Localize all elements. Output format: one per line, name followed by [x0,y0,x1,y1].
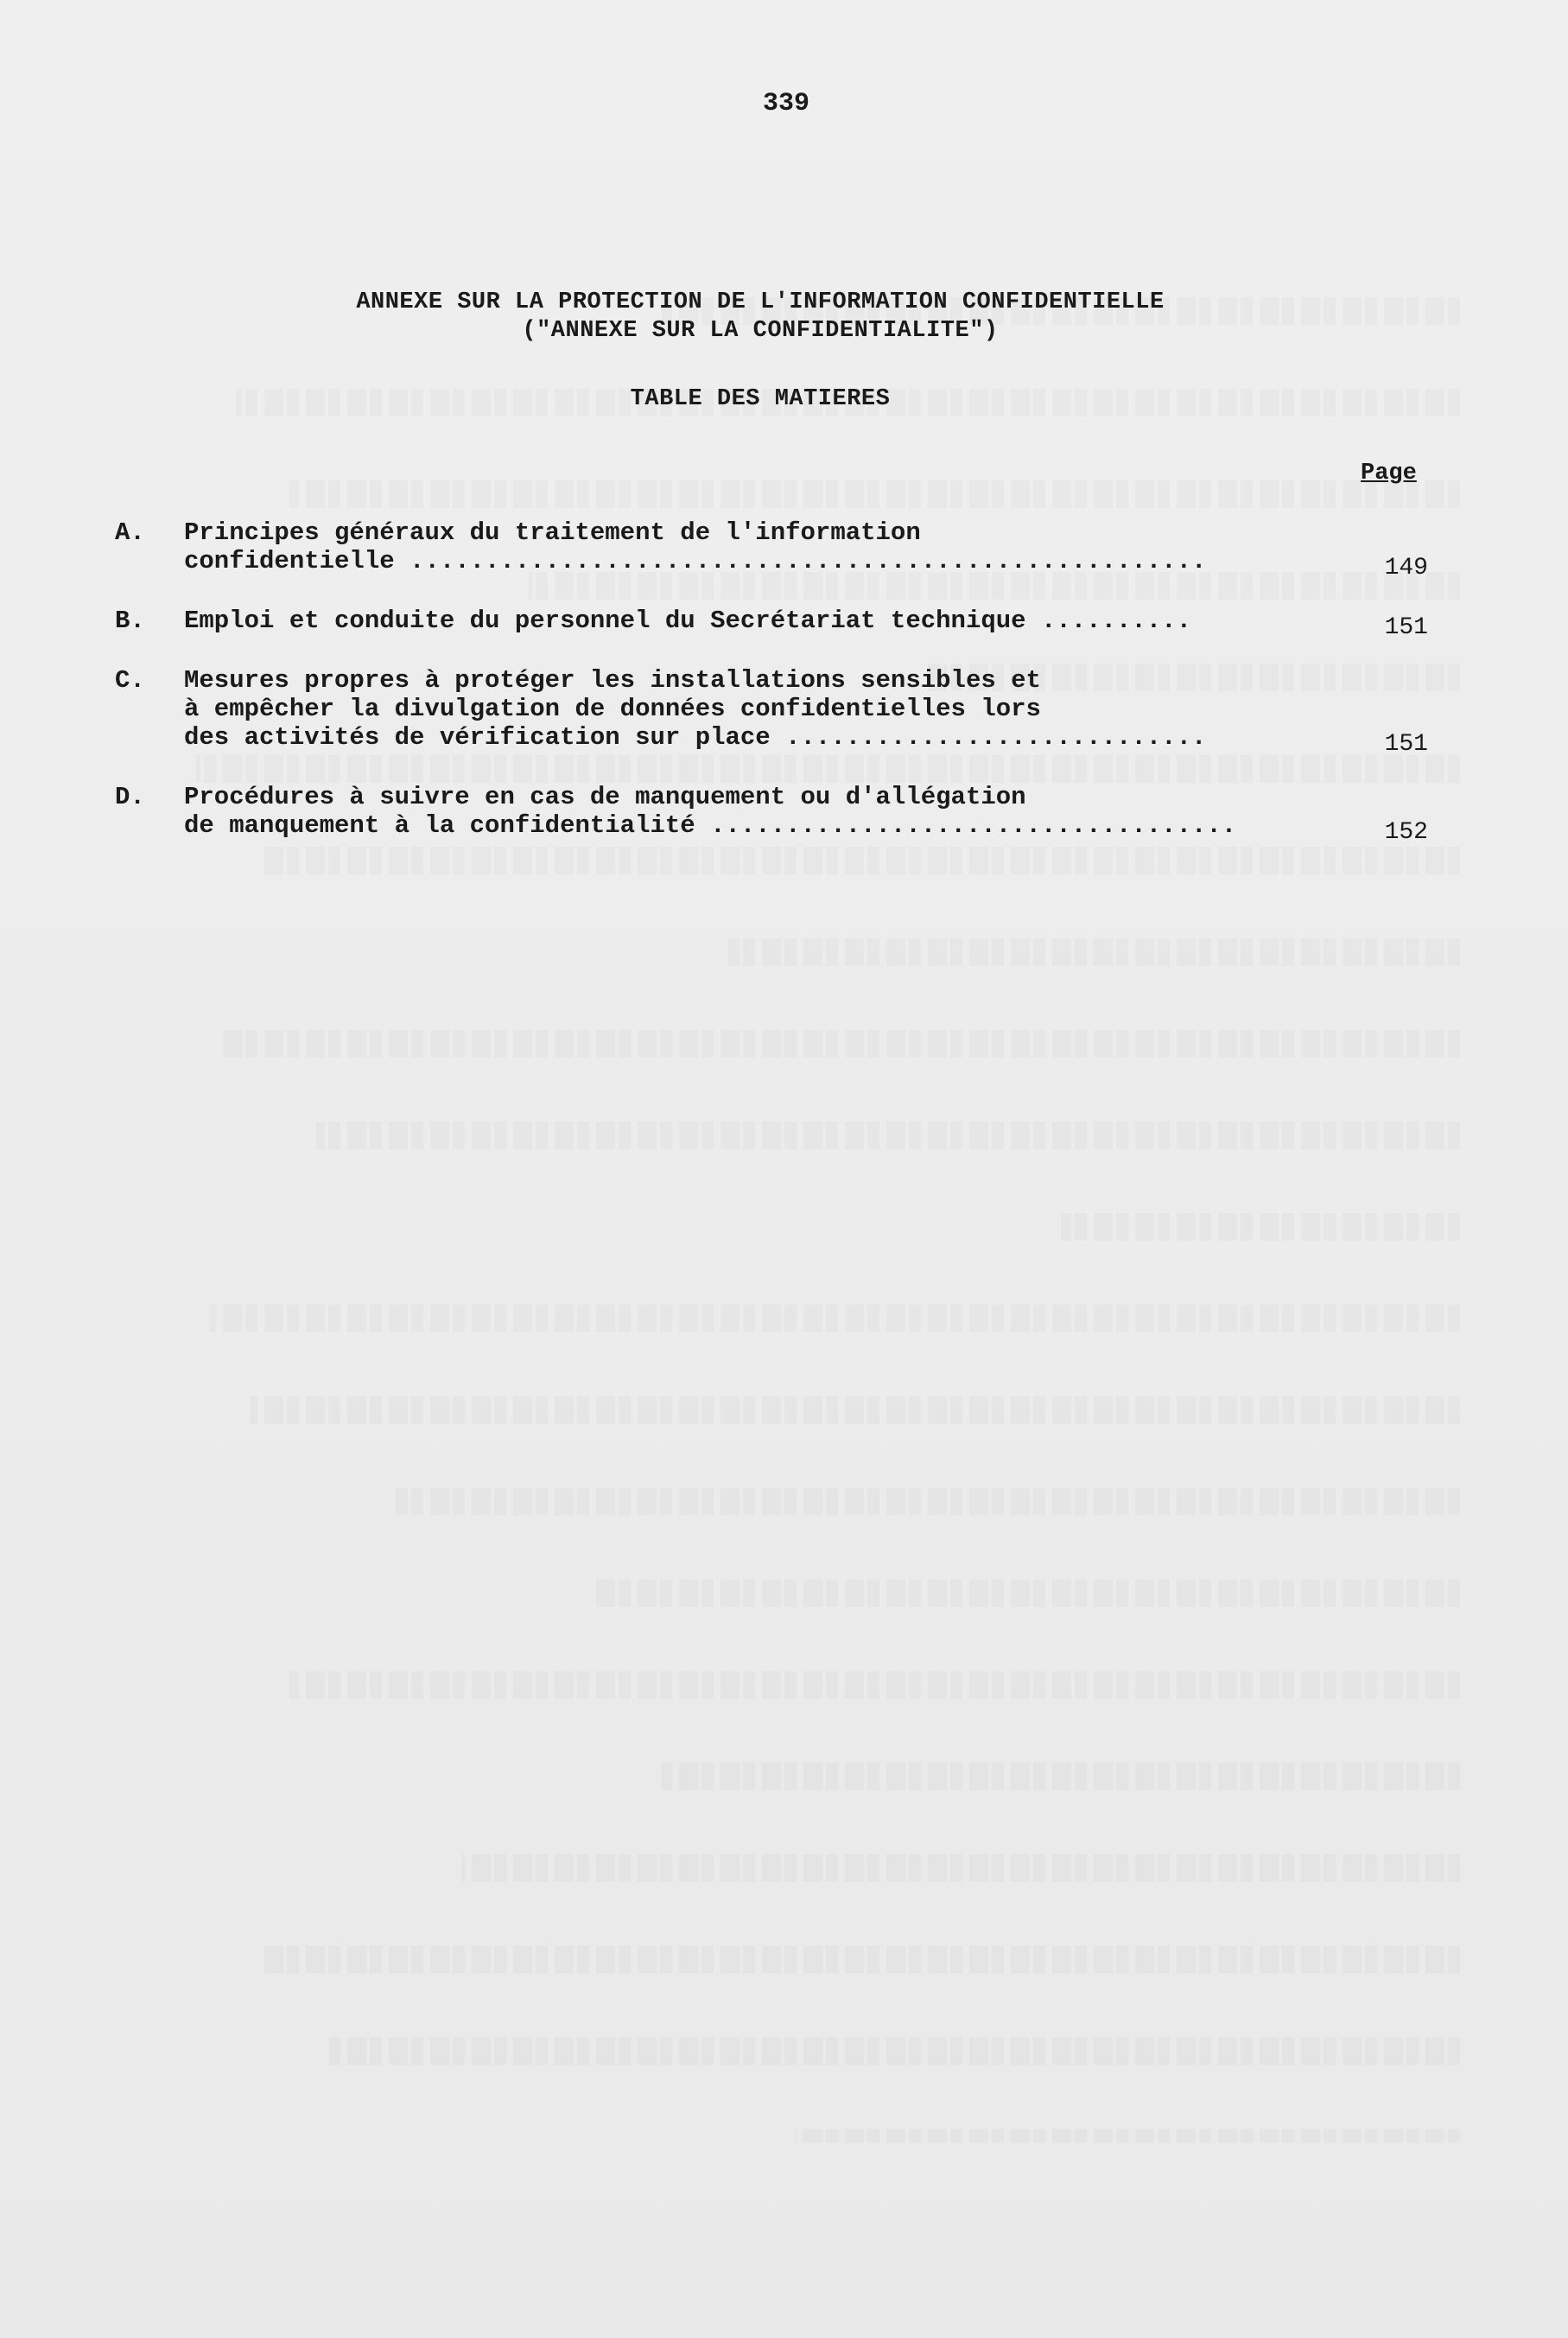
toc-entry-page: 149 [1384,555,1428,581]
annex-subtitle: ("ANNEXE SUR LA CONFIDENTIALITE") [522,318,999,344]
toc-entry-letter: B. [115,607,145,635]
toc-entry-line: Procédures à suivre en cas de manquement ou d'allégation [184,783,1026,811]
toc-entry-line: à empêcher la divulgation de données confidentielles lors [184,695,1041,723]
toc-entry-letter: A. [115,518,145,547]
toc-entry-a[interactable] [115,518,1428,581]
toc-entry-line: Principes généraux du traitement de l'information [184,518,921,547]
toc-entry-letter: C. [115,666,145,695]
toc-heading: TABLE DES MATIERES [630,386,891,412]
toc-entry-b[interactable] [115,607,1428,641]
toc-entry-letter: D. [115,783,145,811]
toc-entry-line: Emploi et conduite du personnel du Secrétariat technique .......... [184,607,1191,635]
table-of-contents [115,518,1428,871]
toc-entry-page: 151 [1384,731,1428,758]
toc-entry-d[interactable] [115,783,1428,846]
toc-entry-page: 152 [1384,819,1428,846]
page-column-label: Page [1361,461,1417,486]
toc-entry-c[interactable] [115,666,1428,758]
toc-entry-line: confidentielle ..................................................... [184,547,1207,575]
toc-entry-line: de manquement à la confidentialité ................................... [184,811,1237,840]
toc-entry-line: des activités de vérification sur place ............................ [184,723,1207,752]
toc-entry-page: 151 [1384,614,1428,641]
annex-title: ANNEXE SUR LA PROTECTION DE L'INFORMATION CONFIDENTIELLE [356,289,1165,315]
toc-entry-line: Mesures propres à protéger les installations sensibles et [184,666,1041,695]
page-number: 339 [762,89,809,118]
